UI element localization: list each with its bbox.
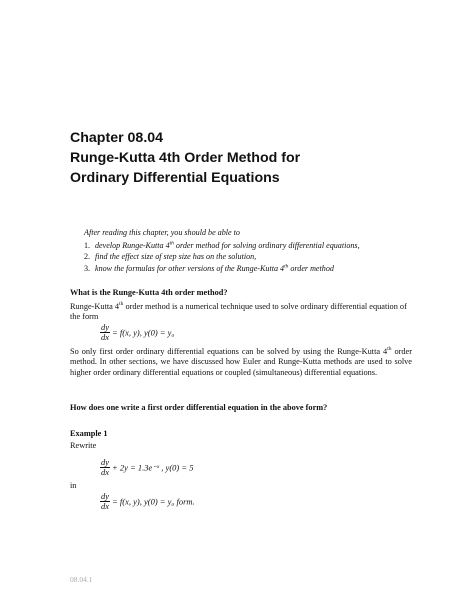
learning-objectives bbox=[84, 227, 454, 274]
objectives-intro: After reading this chapter, you should be able to bbox=[84, 228, 240, 237]
equation: $\frac{dy}{dx}$ = f(x, y), y(0) = y₀ bbox=[101, 322, 175, 342]
example-heading: Example 1 bbox=[70, 429, 108, 438]
page-number: 08.04.1 bbox=[70, 575, 93, 584]
objective-item bbox=[84, 263, 454, 275]
objective-number: 1. bbox=[84, 240, 91, 250]
paragraph: So only first order ordinary differential equations can be solved by using the Runge-Kutta 4th order method. In other sections, we have discussed how Euler and Runge-Kutta methods are used to solve higher order ordinary differential equations or coupled (simultaneous) differential equations. bbox=[70, 346, 412, 377]
rewrite-label: Rewrite bbox=[70, 441, 97, 450]
fraction: $\frac{dy}{dx}$ bbox=[101, 457, 110, 477]
objective-text: know the formulas for other versions of the Runge-Kutta 4th order method bbox=[95, 262, 334, 273]
fraction: $\frac{dy}{dx}$ bbox=[101, 322, 110, 342]
objective-number: 3. bbox=[84, 263, 91, 273]
paragraph: Runge-Kutta 4th order method is a numerical technique used to solve ordinary differential equation of the form bbox=[70, 301, 407, 322]
objective-number: 2. bbox=[84, 252, 91, 261]
objective-item bbox=[84, 251, 454, 263]
chapter-heading bbox=[70, 128, 450, 188]
equation: $\frac{dy}{dx}$ = f(x, y), y(0) = y₀ form. bbox=[101, 491, 195, 511]
in-label: in bbox=[70, 481, 77, 490]
section-heading: How does one write a first order differential equation in the above form? bbox=[70, 403, 328, 412]
chapter-number: Chapter 08.04 bbox=[70, 130, 164, 146]
chapter-title-line2: Ordinary Differential Equations bbox=[70, 170, 280, 186]
objective-text: develop Runge-Kutta 4th order method for solving ordinary differential equations, bbox=[95, 239, 360, 250]
objective-item bbox=[84, 240, 454, 252]
section-heading: What is the Runge-Kutta 4th order method? bbox=[70, 288, 228, 297]
fraction: $\frac{dy}{dx}$ bbox=[101, 491, 110, 511]
objective-text: find the effect size of step size has on the solution, bbox=[95, 252, 257, 261]
chapter-title-line1: Runge-Kutta 4th Order Method for bbox=[70, 150, 301, 166]
equation: $\frac{dy}{dx}$ + 2y = 1.3e⁻ˣ , y(0) = 5 bbox=[101, 457, 194, 477]
